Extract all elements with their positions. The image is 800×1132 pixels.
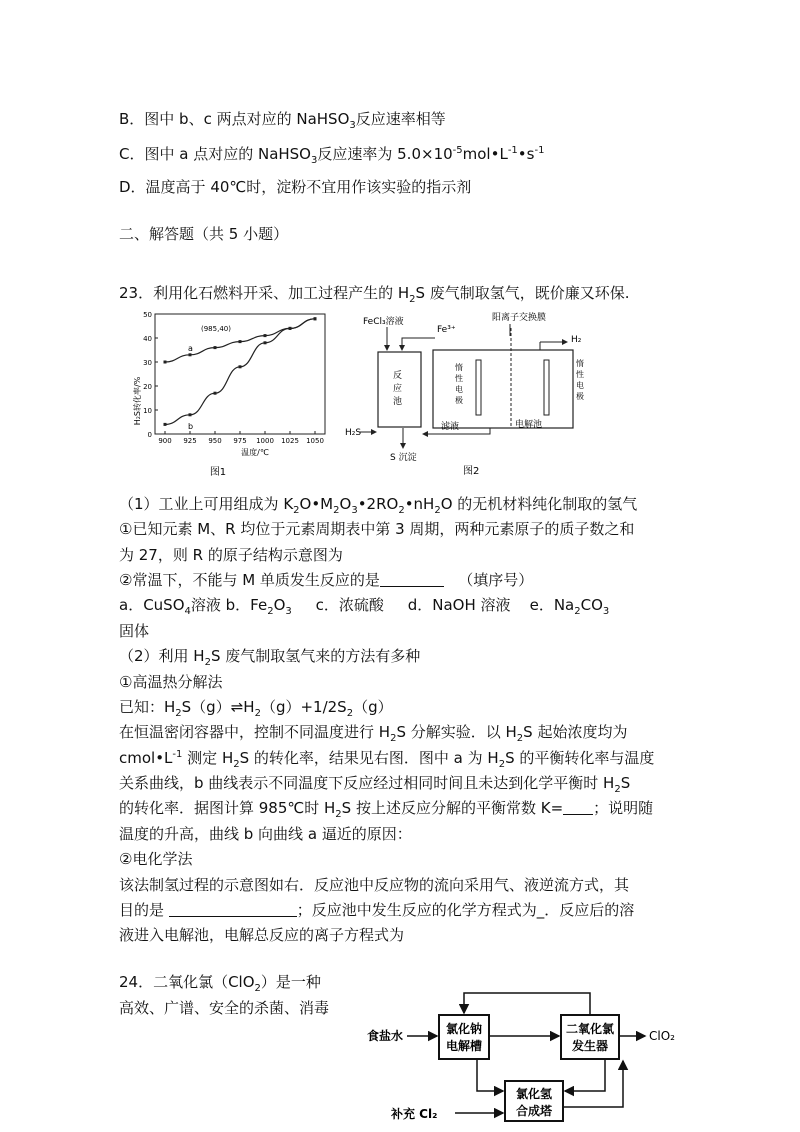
series-b-line: [165, 319, 315, 425]
annotation-label: (985,40): [201, 324, 231, 333]
series-b-point: [189, 413, 192, 416]
y-tick-label: 20: [143, 383, 152, 391]
part-2-1: ①高温热分解法: [119, 673, 223, 691]
series-b-point: [314, 317, 317, 320]
x-tick-label: 1000: [256, 437, 274, 445]
anode-char-1: 惰: [455, 363, 463, 372]
cathode-electrode: [544, 360, 549, 415]
cathode-char-2: 性: [576, 370, 584, 379]
reactor-char-1: 反: [393, 371, 403, 381]
x-axis-label: 温度/℃: [241, 448, 269, 457]
option-b: B．图中 b、c 两点对应的 NaHSO$_3$反应速率相等: [119, 110, 446, 131]
section-heading: 二、解答题（共 5 小题）: [119, 225, 289, 243]
tower-to-generator-arrow: [563, 1061, 623, 1107]
anode-char-3: 电: [455, 385, 463, 394]
series-a-point: [189, 353, 192, 356]
y-tick-label: 40: [143, 335, 152, 343]
series-b-point: [264, 341, 267, 344]
figure-1: [120, 306, 335, 486]
series-b-point: [164, 423, 167, 426]
series-b-point: [289, 327, 292, 330]
x-tick-label: 1050: [306, 437, 324, 445]
answer-blank-purpose[interactable]: [169, 902, 297, 917]
part-1-2: ②常温下，不能与 M 单质发生反应的是 （填序号）: [119, 571, 534, 589]
question-23: 23．利用化石燃料开采、加工过程产生的 $H_2S$ 废气制取氢气，既价廉又环保.: [119, 284, 630, 305]
plot-frame: [155, 314, 325, 434]
y-tick-label: 50: [143, 311, 152, 319]
sulfur-label: S 沉淀: [390, 453, 417, 463]
series-b-point: [239, 365, 242, 368]
known-equation: 已知：$H_2S(g)\rightleftharpoons H_2(g)+1/2S_2(g)$: [119, 698, 393, 719]
clo2-output-label: ClO₂: [649, 1029, 675, 1043]
conversion-chart: [120, 306, 335, 486]
question-24-cont: 高效、广谱、安全的杀菌、消毒: [119, 999, 330, 1017]
series-a-point: [239, 340, 242, 343]
y-tick-label: 10: [143, 407, 152, 415]
x-tick-label: 925: [183, 437, 197, 445]
electrolyzer-to-tower-arrow: [477, 1059, 503, 1091]
cathode-char-1: 惰: [576, 359, 584, 368]
anode-electrode: [476, 360, 481, 415]
figure-2: [345, 310, 600, 480]
h2s-label: H₂S: [345, 428, 362, 438]
anode-char-2: 性: [455, 374, 463, 383]
series-a-point: [214, 346, 217, 349]
text-line-3: 关系曲线，b 曲线表示不同温度下反应经过相同时间且未达到化学平衡时 $H_2S$: [119, 774, 631, 795]
option-c: C．图中 a 点对应的 NaHSO$_3$反应速率为 $5.0\times 10^{-5}mol•L^{-1}•s^{-1}$: [119, 145, 545, 166]
filtrate-label: 滤液: [441, 422, 460, 432]
part-1-1a: ①已知元素 M、R 均位于元素周期表中第 3 周期，两种元素原子的质子数之和: [119, 520, 635, 538]
reactor-char-2: 应: [393, 384, 403, 394]
anode-char-4: 极: [455, 396, 463, 405]
x-tick-label: 900: [158, 437, 172, 445]
part-1: （1）工业上可用组成为 $K_2O•M_2O_3•2RO_2•nH_2O$ 的无机材料纯化制取的氢气: [119, 495, 638, 516]
fecl3-label: FeCl₃溶液: [363, 317, 404, 327]
fe3-arrow: [402, 338, 435, 350]
text-line-5: 温度的升高，曲线 b 向曲线 a 逼近的原因：: [119, 825, 412, 843]
hcl-tower-line2: 合成塔: [515, 1104, 553, 1118]
cl2-input-label: 补充 Cl₂: [391, 1107, 438, 1121]
solid-line: 固体: [119, 622, 150, 640]
figure-2-caption: 图2: [463, 466, 480, 477]
generator-to-tower-arrow: [565, 1059, 605, 1091]
series-b-point: [214, 392, 217, 395]
electrolysis-diagram: [345, 310, 600, 480]
series-a-point: [164, 361, 167, 364]
series-a-point: [264, 334, 267, 337]
y-tick-label: 0: [147, 431, 152, 439]
electrolysis-cell-box: [433, 350, 573, 428]
choice-line: a．CuSO$_4$溶液 b．$Fe_2O_3$ c．浓硫酸 d．NaOH 溶液 e．$Na_2CO_3$: [119, 596, 610, 617]
x-tick-label: 1025: [281, 437, 299, 445]
text-line-2: $cmol•L^{-1}$ 测定 $H_2S$ 的转化率，结果见右图．图中 a 为 $H_2S$ 的平衡转化率与温度: [119, 749, 655, 770]
question-24: 24．二氧化氯（ClO$_2$）是一种: [119, 973, 321, 994]
electro-line-1: 该法制氢过程的示意图如右．反应池中反应物的流向采用气、液逆流方式，其: [119, 876, 630, 894]
answer-blank-k[interactable]: [563, 800, 593, 815]
clo2-generator-line1: 二氧化氯: [565, 1022, 615, 1036]
nacl-electrolyzer-line1: 氯化钠: [445, 1022, 483, 1036]
figure-1-caption: 图1: [209, 467, 227, 478]
x-tick-label: 975: [233, 437, 247, 445]
process-flow-diagram: [365, 985, 685, 1125]
cathode-char-3: 电: [576, 381, 584, 390]
part-2-2: ②电化学法: [119, 850, 193, 868]
reactor-char-3: 池: [393, 397, 403, 407]
h2-label: H₂: [571, 335, 582, 345]
salt-water-label: 食盐水: [367, 1029, 404, 1043]
fe3-label: Fe³⁺: [437, 325, 456, 335]
hcl-tower-line1: 氯化氢: [515, 1087, 553, 1101]
cathode-char-4: 极: [576, 392, 584, 401]
option-d: D．温度高于 40℃时，淀粉不宜用作该实验的指示剂: [119, 178, 472, 196]
answer-blank-1[interactable]: [380, 572, 444, 587]
series-a-label: a: [188, 343, 193, 353]
part-1-1b: 为 27，则 R 的原子结构示意图为: [119, 546, 343, 564]
text-line-4: 的转化率．据图计算 985℃时 $H_2S$ 按上述反应分解的平衡常数 K= ；说明随: [119, 799, 654, 820]
cell-label: 电解池: [515, 420, 543, 430]
figure-3: [365, 985, 685, 1125]
clo2-generator-line2: 发生器: [571, 1039, 609, 1053]
electro-line-3: 液进入电解池，电解总反应的离子方程式为: [119, 926, 405, 944]
y-tick-label: 30: [143, 359, 152, 367]
membrane-label: 阳离子交换膜: [492, 313, 547, 323]
text-line-1: 在恒温密闭容器中，控制不同温度进行 $H_2S$ 分解实验．以 $H_2S$ 起始浓度均为: [119, 723, 628, 744]
series-b-label: b: [188, 421, 194, 431]
electro-line-2: 目的是 ；反应池中发生反应的化学方程式为_．反应后的溶: [119, 901, 635, 919]
x-tick-label: 950: [208, 437, 222, 445]
y-axis-label: H₂S转化率/%: [133, 376, 142, 426]
part-2: （2）利用 $H_2S$ 废气制取氢气来的方法有多种: [119, 647, 421, 668]
nacl-electrolyzer-line2: 电解槽: [445, 1039, 483, 1053]
recycle-arrow: [464, 993, 590, 1015]
